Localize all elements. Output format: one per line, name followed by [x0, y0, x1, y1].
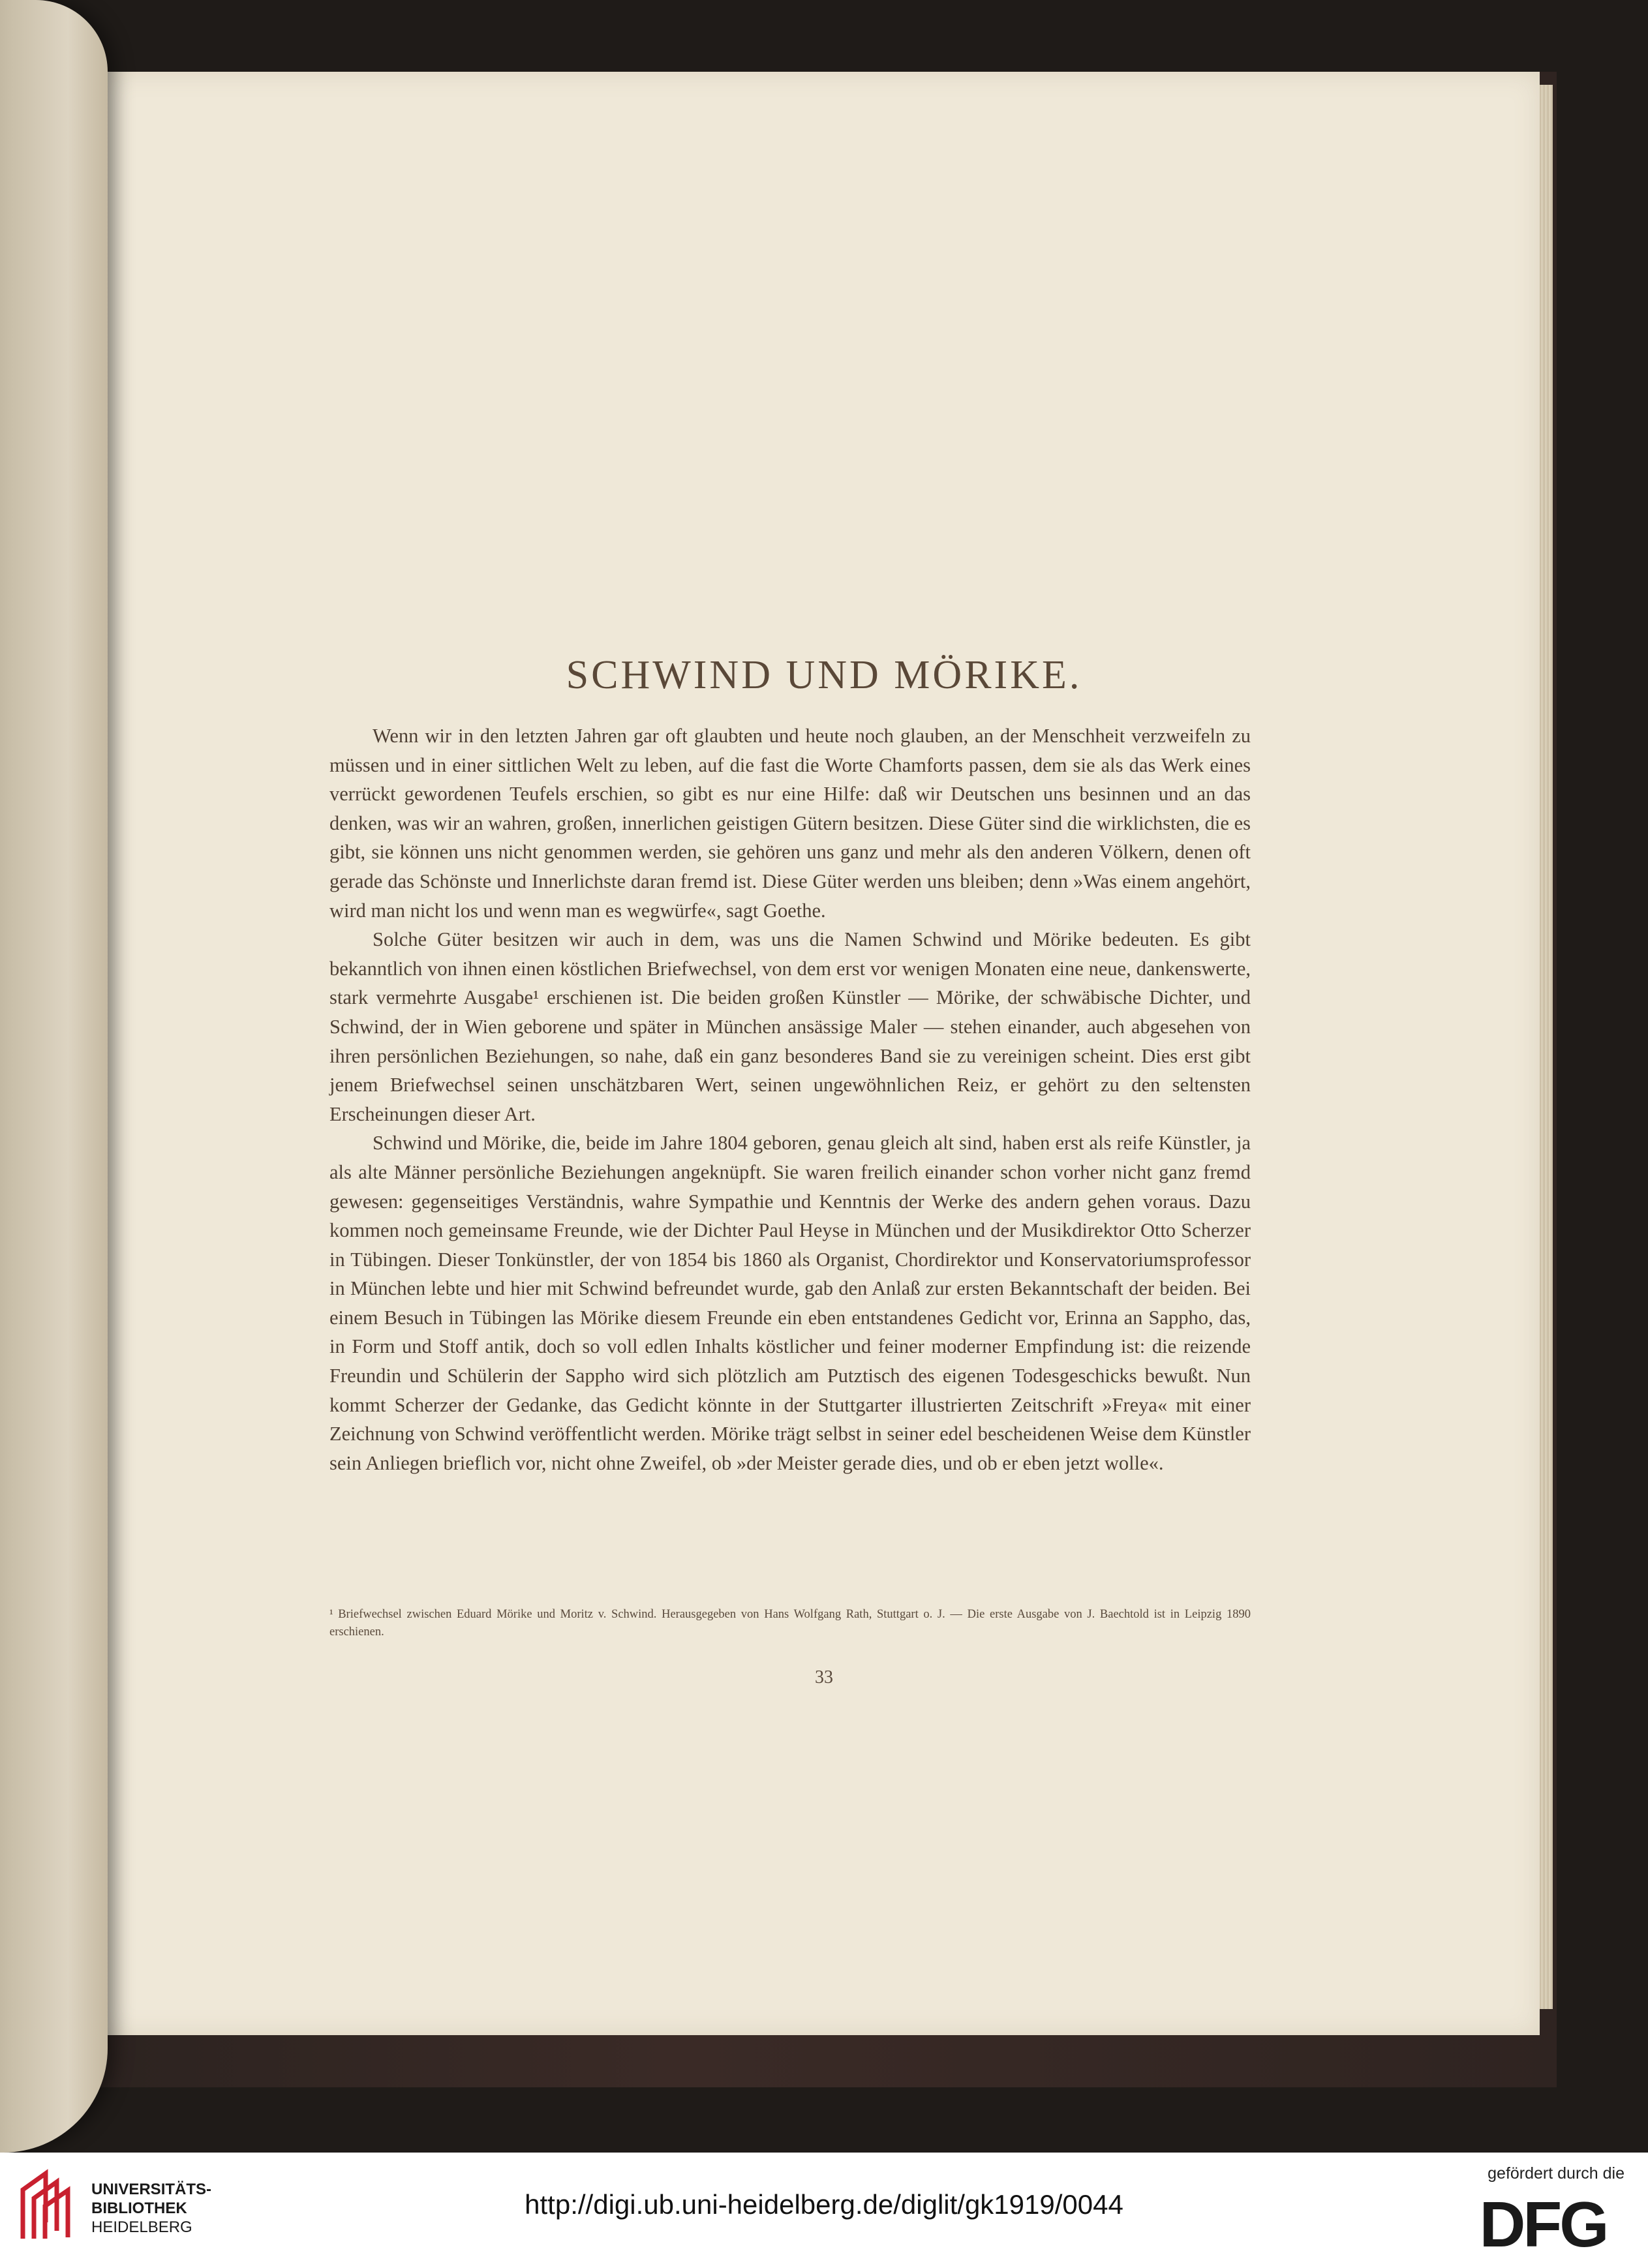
library-name-line-3: HEIDELBERG [91, 2218, 192, 2236]
article-title: SCHWIND UND MÖRIKE. [566, 653, 1082, 697]
footnote: ¹ Briefwechsel zwischen Eduard Mörike und Moritz v. Schwind. Herausgegeben von Hans Wolfgang Rath, Stuttgart o. J. — Die erste Ausgabe von J. Baechtold ist in Leipzig 1890 erschienen. [329, 1608, 1251, 1639]
viewer-footer [0, 2153, 1648, 2268]
article-body [329, 721, 1251, 1477]
dfg-logo-text: DFG [1479, 2193, 1607, 2252]
library-name-line-1: UNIVERSITÄTS- [91, 2181, 212, 2198]
permalink-url[interactable]: http://digi.ub.uni-heidelberg.de/diglit/gk1919/0044 [525, 2189, 1123, 2220]
page-number: 33 [815, 1667, 833, 1687]
funding-label: gefördert durch die [1488, 2164, 1625, 2183]
dfg-logo-icon [1461, 2193, 1625, 2252]
paragraph-1: Wenn wir in den letzten Jahren gar oft glaubten und heute noch glauben, an der Menschheit verzweifeln zu müssen und in einer sittlichen Welt zu leben, auf die fast die Worte Chamforts passen, dem sie als das Werk eines verrückt gewordenen Teufels erschien, so gibt es nur eine Hilfe: daß wir Deutschen uns besinnen und an das denken, was wir an wahren, großen, innerlichen geistigen Gütern besitzen. Diese Güter sind die wirklichsten, die es gibt, sie können uns nicht genommen werden, sie gehören uns ganz und mehr als den anderen Völkern, denen oft gerade das Schönste und Innerlichste daran fremd ist. Diese Güter werden uns bleiben; denn »Was einem angehört, wird man nicht los und wenn man es wegwürfe«, sagt Goethe. [329, 725, 1251, 922]
library-name-line-2: BIBLIOTHEK [91, 2200, 187, 2217]
left-page-curl [0, 0, 108, 2153]
paragraph-2: Solche Güter besitzen wir auch in dem, was uns die Namen Schwind und Mörike bedeuten. Es gibt bekanntlich von ihnen einen köstlichen Briefwechsel, von dem erst vor wenigen Monaten eine neue, dankenswerte, stark vermehrte Ausgabe¹ erschienen ist. Die beiden großen Künstler — Mörike, der schwäbische Dichter, und Schwind, der in Wien geborene und später in München ansässige Maler — stehen einander, auch abgesehen von ihren persönlichen Beziehungen, so nahe, daß ein ganz besonderes Band sie zu vereinigen scheint. Dies erst gibt jenem Briefwechsel seinen unschätzbaren Wert, seinen ungewöhnlichen Reiz, er gehört zu den seltensten Erscheinungen dieser Art. [329, 928, 1251, 1125]
paragraph-3: Schwind und Mörike, die, beide im Jahre 1804 geboren, genau gleich alt sind, haben erst als reife Künstler, ja als alte Männer persönliche Beziehungen angeknüpft. Sie waren freilich einander schon vorher nicht ganz fremd gewesen: gegenseitiges Verständnis, wahre Sympathie und Kenntnis der Werke des andern gehen voraus. Dazu kommen noch gemeinsame Freunde, wie der Dichter Paul Heyse in München und der Musikdirektor Otto Scherzer in Tübingen. Dieser Tonkünstler, der von 1854 bis 1860 als Organist, Chordirektor und Konservatoriumsprofessor in München lebte und hier mit Schwind befreundet wurde, gab den Anlaß zur ersten Bekanntschaft der beiden. Bei einem Besuch in Tübingen las Mörike diesem Freunde ein eben entstandenes Gedicht vor, Erinna an Sappho, das, in Form und Stoff antik, doch so voll edlen Inhalts köstlicher und feiner moderner Empfindung ist: die reizende Freundin und Schülerin der Sappho wird sich plötzlich am Putztisch des eigenen Todesgeschicks bewußt. Nun kommt Scherzer der Gedanke, das Gedicht könnte in der Stuttgarter illustrierten Zeitschrift »Freya« mit einer Zeichnung von Schwind veröffentlicht werden. Mörike trägt selbst in seiner edel bescheidenen Weise dem Künstler sein Anliegen brieflich vor, nicht ohne Zweifel, ob »der Meister gerade dies, und ob er eben jetzt wolle«. [329, 1132, 1251, 1474]
